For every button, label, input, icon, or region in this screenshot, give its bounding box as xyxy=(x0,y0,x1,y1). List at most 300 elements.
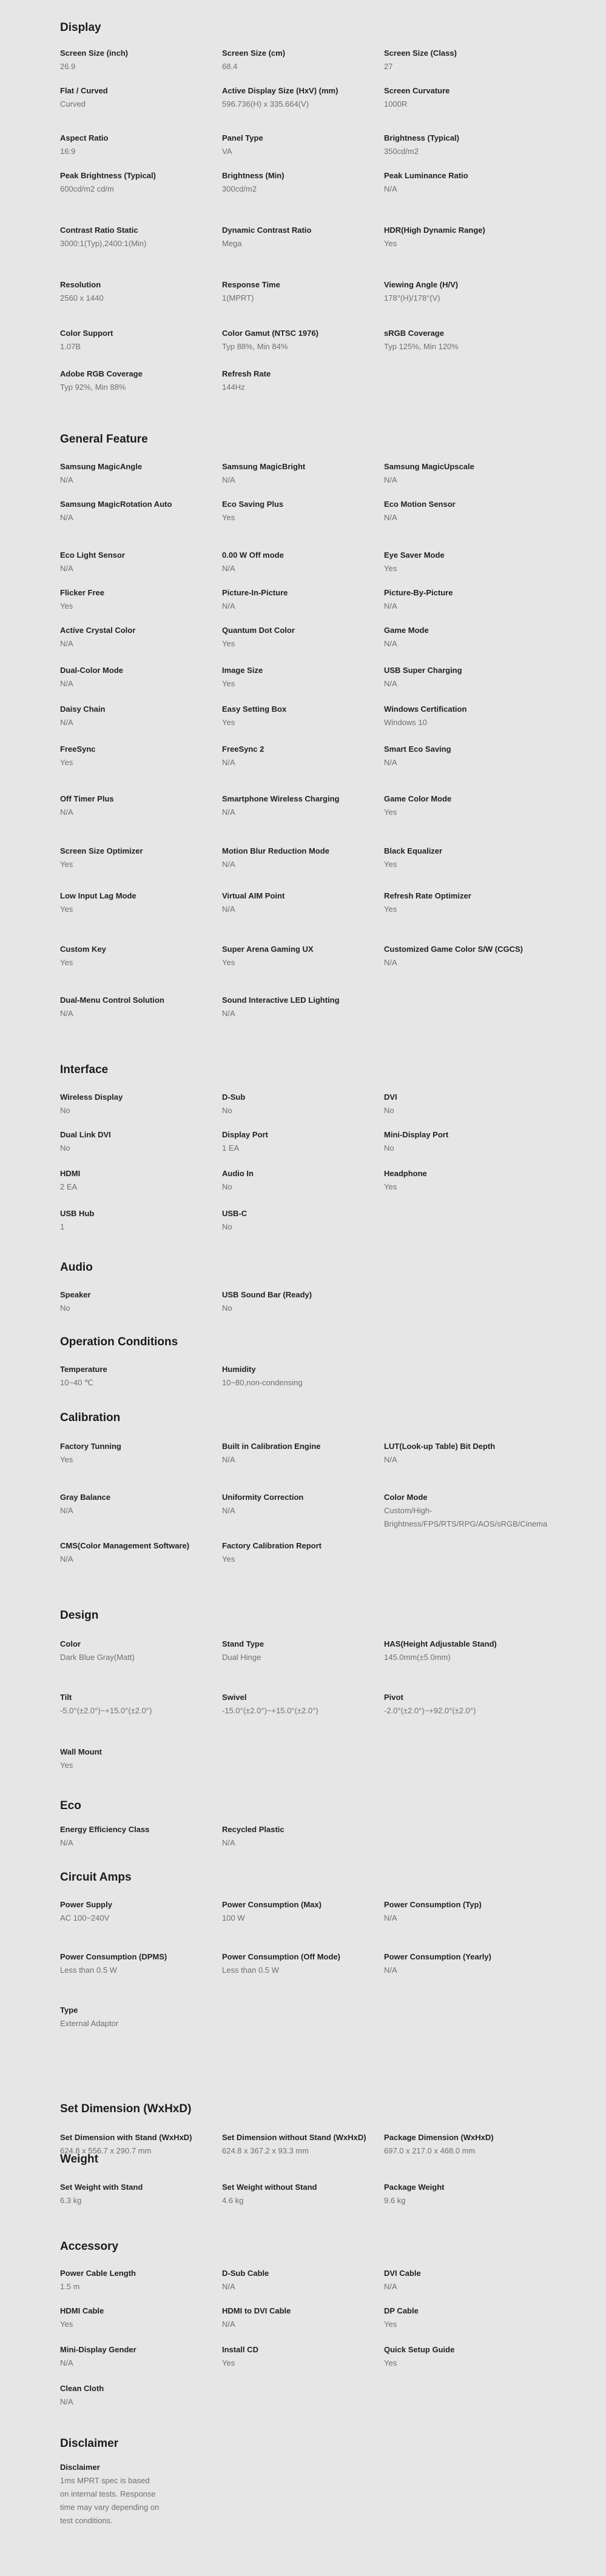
spec-item xyxy=(60,624,206,651)
spec-item xyxy=(384,743,530,769)
spec-item xyxy=(222,994,368,1020)
spec-label: Screen Size Optimizer xyxy=(60,846,143,855)
spec-item xyxy=(60,1638,206,1664)
spec-label: Power Supply xyxy=(60,1900,112,1909)
spec-item xyxy=(60,367,206,394)
spec-value: 300cd/m2 xyxy=(222,184,257,193)
spec-item xyxy=(222,1898,368,1925)
spec-label: Screen Size (Class) xyxy=(384,49,457,58)
spec-value: No xyxy=(60,1143,70,1153)
spec-label: USB Sound Bar (Ready) xyxy=(222,1290,312,1299)
spec-item xyxy=(384,1091,530,1117)
spec-value: -2.0°(±2.0°)~+92.0°(±2.0°) xyxy=(384,1706,476,1715)
spec-item xyxy=(384,132,530,158)
spec-label: Customized Game Color S/W (CGCS) xyxy=(384,945,523,954)
spec-item xyxy=(222,549,368,575)
spec-item xyxy=(384,549,530,575)
spec-label: Energy Efficiency Class xyxy=(60,1825,150,1834)
spec-value: N/A xyxy=(222,758,235,767)
spec-value: 10~80,non-condensing xyxy=(222,1378,303,1387)
spec-value: Yes xyxy=(60,1455,73,1464)
spec-value: Yes xyxy=(384,1182,397,1191)
spec-item xyxy=(222,1091,368,1117)
spec-item xyxy=(384,1128,530,1155)
spec-value: N/A xyxy=(384,1965,397,1975)
spec-item xyxy=(60,224,206,250)
spec-label: Picture-In-Picture xyxy=(222,588,288,597)
spec-value: N/A xyxy=(222,808,235,817)
spec-item xyxy=(222,1128,368,1155)
spec-label: HDMI Cable xyxy=(60,2306,104,2315)
spec-value: N/A xyxy=(60,639,73,648)
spec-label: Sound Interactive LED Lighting xyxy=(222,995,340,1005)
spec-label: Install CD xyxy=(222,2345,258,2354)
spec-item xyxy=(384,1950,530,1977)
spec-value: Yes xyxy=(384,564,397,573)
spec-label: Dual-Color Mode xyxy=(60,666,123,675)
spec-label: Power Consumption (DPMS) xyxy=(60,1952,167,1961)
spec-item xyxy=(222,1823,368,1850)
spec-label: DP Cable xyxy=(384,2306,419,2315)
spec-item xyxy=(60,84,206,111)
spec-item xyxy=(222,132,368,158)
spec-value: N/A xyxy=(222,1455,235,1464)
spec-item xyxy=(384,2267,530,2293)
spec-value: Custom/High-Brightness/FPS/RTS/RPG/AOS/sRGB/Cinema xyxy=(384,1506,548,1528)
spec-value: N/A xyxy=(384,639,397,648)
spec-value: N/A xyxy=(60,475,73,484)
spec-label: Power Consumption (Typ) xyxy=(384,1900,482,1909)
spec-value: N/A xyxy=(60,1009,73,1018)
spec-label: Power Consumption (Max) xyxy=(222,1900,322,1909)
spec-item xyxy=(60,2304,206,2331)
spec-label: Set Dimension without Stand (WxHxD) xyxy=(222,2133,366,2142)
spec-item xyxy=(60,943,206,969)
spec-label: FreeSync xyxy=(60,744,96,754)
spec-value: Yes xyxy=(222,958,235,967)
spec-item xyxy=(60,460,206,487)
spec-item xyxy=(222,2304,368,2331)
spec-value: 350cd/m2 xyxy=(384,147,419,156)
section-title: Operation Conditions xyxy=(60,1336,178,1348)
spec-item xyxy=(384,1440,530,1467)
spec-label: Super Arena Gaming UX xyxy=(222,945,314,954)
spec-value: Yes xyxy=(222,718,235,727)
spec-item xyxy=(222,2267,368,2293)
spec-value: No xyxy=(222,1182,232,1191)
spec-item xyxy=(60,703,206,729)
spec-label: Game Mode xyxy=(384,626,429,635)
spec-value: No xyxy=(60,1106,70,1115)
spec-item xyxy=(60,1745,206,1772)
spec-item xyxy=(384,624,530,651)
spec-label: Windows Certification xyxy=(384,704,467,714)
spec-item xyxy=(60,1491,206,1517)
spec-item xyxy=(60,327,206,353)
spec-label: LUT(Look-up Table) Bit Depth xyxy=(384,1442,496,1451)
spec-item xyxy=(60,549,206,575)
spec-item xyxy=(60,498,206,524)
spec-label: D-Sub Cable xyxy=(222,2269,269,2278)
spec-value: N/A xyxy=(384,2282,397,2291)
spec-value: Yes xyxy=(384,860,397,869)
spec-label: Black Equalizer xyxy=(384,846,443,855)
spec-item xyxy=(60,664,206,691)
spec-item xyxy=(222,1638,368,1664)
spec-label: Headphone xyxy=(384,1169,427,1178)
section-title: Circuit Amps xyxy=(60,1871,132,1884)
spec-value: 9.6 kg xyxy=(384,2196,406,2205)
spec-label: Brightness (Typical) xyxy=(384,133,460,142)
spec-label: Contrast Ratio Static xyxy=(60,226,138,235)
spec-value: Yes xyxy=(60,860,73,869)
spec-value: N/A xyxy=(384,601,397,611)
spec-value: Typ 125%, Min 120% xyxy=(384,342,459,351)
spec-label: Smart Eco Saving xyxy=(384,744,451,754)
spec-item xyxy=(384,169,530,196)
spec-label: Factory Tunning xyxy=(60,1442,121,1451)
spec-label: sRGB Coverage xyxy=(384,329,444,338)
spec-label: Daisy Chain xyxy=(60,704,106,714)
section-title: Accessory xyxy=(60,2240,119,2253)
spec-label: Response Time xyxy=(222,280,280,289)
spec-label: Off Timer Plus xyxy=(60,794,114,803)
spec-item xyxy=(222,664,368,691)
spec-item xyxy=(60,278,206,305)
spec-label: Peak Luminance Ratio xyxy=(384,171,468,180)
spec-item xyxy=(60,1823,206,1850)
spec-value: Less than 0.5 W xyxy=(60,1965,117,1975)
spec-label: Built in Calibration Engine xyxy=(222,1442,321,1451)
spec-label: D-Sub xyxy=(222,1092,246,1102)
spec-item xyxy=(384,224,530,250)
spec-value: 10~40 ℃ xyxy=(60,1378,93,1387)
spec-item xyxy=(60,1288,206,1315)
spec-item xyxy=(60,1440,206,1467)
spec-item xyxy=(60,1691,206,1718)
spec-item xyxy=(222,845,368,871)
spec-item xyxy=(60,1128,206,1155)
spec-label: Quantum Dot Color xyxy=(222,626,295,635)
spec-item xyxy=(222,1167,368,1194)
spec-label: Easy Setting Box xyxy=(222,704,287,714)
spec-label: Set Weight without Stand xyxy=(222,2183,317,2192)
spec-label: Factory Calibration Report xyxy=(222,1541,322,1550)
spec-value: N/A xyxy=(222,1838,235,1847)
spec-item xyxy=(60,586,206,613)
spec-value: 1.07B xyxy=(60,342,81,351)
spec-label: Eco Motion Sensor xyxy=(384,500,456,509)
spec-label: Color xyxy=(60,1639,81,1648)
spec-value: 2560 x 1440 xyxy=(60,293,104,303)
spec-value: Windows 10 xyxy=(384,718,427,727)
spec-value: N/A xyxy=(384,184,397,193)
spec-value: Yes xyxy=(384,808,397,817)
spec-label: Screen Curvature xyxy=(384,86,450,95)
spec-value: N/A xyxy=(60,679,73,688)
spec-value: No xyxy=(222,1222,232,1231)
spec-value: N/A xyxy=(384,1913,397,1922)
spec-item xyxy=(222,1691,368,1718)
section-title: Disclaimer xyxy=(60,2437,119,2450)
spec-item xyxy=(222,743,368,769)
spec-label: Dual-Menu Control Solution xyxy=(60,995,164,1005)
spec-item xyxy=(222,1288,368,1315)
spec-item xyxy=(222,889,368,916)
spec-label: Brightness (Min) xyxy=(222,171,284,180)
spec-value: Dual Hinge xyxy=(222,1653,261,1662)
spec-label: Eco Saving Plus xyxy=(222,500,284,509)
spec-label: Recycled Plastic xyxy=(222,1825,284,1834)
spec-item xyxy=(384,1691,530,1718)
spec-value: 1ms MPRT spec is based on internal tests. Response time may vary depending on test conditions. xyxy=(60,2476,160,2525)
spec-value: -5.0°(±2.0°)~+15.0°(±2.0°) xyxy=(60,1706,152,1715)
spec-item xyxy=(384,2304,530,2331)
spec-label: USB-C xyxy=(222,1209,247,1218)
spec-label: CMS(Color Management Software) xyxy=(60,1541,190,1550)
spec-item xyxy=(222,460,368,487)
spec-value: Typ 92%, Min 88% xyxy=(60,383,126,392)
spec-label: Resolution xyxy=(60,280,101,289)
spec-value: N/A xyxy=(222,2282,235,2291)
spec-label: Color Mode xyxy=(384,1493,428,1502)
spec-label: Pivot xyxy=(384,1693,403,1702)
spec-value: N/A xyxy=(384,513,397,522)
spec-label: Flicker Free xyxy=(60,588,104,597)
spec-label: Display Port xyxy=(222,1130,268,1139)
spec-item xyxy=(222,624,368,651)
spec-label: Aspect Ratio xyxy=(60,133,109,142)
spec-item xyxy=(60,2181,206,2207)
spec-item xyxy=(60,743,206,769)
spec-value: N/A xyxy=(222,1009,235,1018)
spec-item xyxy=(222,498,368,524)
spec-label: Motion Blur Reduction Mode xyxy=(222,846,329,855)
spec-value: 697.0 x 217.0 x 468.0 mm xyxy=(384,2146,476,2155)
spec-label: Adobe RGB Coverage xyxy=(60,369,143,378)
spec-item xyxy=(60,1898,206,1925)
spec-item xyxy=(60,2004,206,2030)
spec-item xyxy=(222,1539,368,1566)
spec-value: 144Hz xyxy=(222,383,245,392)
spec-item xyxy=(222,278,368,305)
spec-label: USB Hub xyxy=(60,1209,95,1218)
spec-value: Yes xyxy=(384,239,397,248)
spec-item xyxy=(384,278,530,305)
section-title: Display xyxy=(60,21,101,34)
spec-value: 1000R xyxy=(384,99,408,109)
section-title: Design xyxy=(60,1609,99,1622)
spec-label: Disclaimer xyxy=(60,2463,100,2472)
spec-value: 145.0mm(±5.0mm) xyxy=(384,1653,451,1662)
spec-value: Yes xyxy=(60,758,73,767)
spec-label: Flat / Curved xyxy=(60,86,108,95)
spec-value: Yes xyxy=(60,601,73,611)
spec-value: Yes xyxy=(222,679,235,688)
spec-value: Yes xyxy=(384,2320,397,2329)
spec-item xyxy=(384,703,530,729)
spec-item xyxy=(60,1539,206,1566)
spec-value: 600cd/m2 cd/m xyxy=(60,184,114,193)
spec-label: Screen Size (cm) xyxy=(222,49,286,58)
spec-value: N/A xyxy=(60,1506,73,1515)
spec-value: AC 100~240V xyxy=(60,1913,110,1922)
section-title: Audio xyxy=(60,1261,93,1274)
spec-value: No xyxy=(222,1303,232,1313)
spec-item xyxy=(384,2343,530,2370)
spec-label: Color Support xyxy=(60,329,113,338)
spec-value: 1 xyxy=(60,1222,65,1231)
spec-item xyxy=(60,845,206,871)
spec-label: Samsung MagicRotation Auto xyxy=(60,500,172,509)
spec-value: 1(MPRT) xyxy=(222,293,254,303)
spec-value: N/A xyxy=(60,718,73,727)
spec-item xyxy=(384,1167,530,1194)
spec-value: N/A xyxy=(384,758,397,767)
spec-value: Yes xyxy=(222,513,235,522)
spec-label: Package Dimension (WxHxD) xyxy=(384,2133,494,2142)
spec-label: Virtual AIM Point xyxy=(222,891,285,900)
spec-item xyxy=(60,2382,206,2409)
spec-value: 4.6 kg xyxy=(222,2196,244,2205)
spec-label: Smartphone Wireless Charging xyxy=(222,794,340,803)
spec-label: Package Weight xyxy=(384,2183,445,2192)
spec-value: 2 EA xyxy=(60,1182,78,1191)
section-title: Weight xyxy=(60,2153,98,2166)
spec-value: Yes xyxy=(60,1761,73,1770)
spec-value: N/A xyxy=(222,601,235,611)
spec-item xyxy=(60,2343,206,2370)
spec-value: N/A xyxy=(60,1554,73,1564)
spec-value: VA xyxy=(222,147,232,156)
spec-item xyxy=(222,586,368,613)
spec-item xyxy=(384,327,530,353)
spec-item xyxy=(384,84,530,111)
spec-item xyxy=(222,792,368,819)
spec-label: Clean Cloth xyxy=(60,2384,104,2393)
spec-value: No xyxy=(60,1303,70,1313)
spec-item xyxy=(60,2461,160,2527)
spec-label: Refresh Rate xyxy=(222,369,271,378)
spec-label: Set Dimension with Stand (WxHxD) xyxy=(60,2133,192,2142)
spec-label: Active Display Size (HxV) (mm) xyxy=(222,86,338,95)
spec-value: N/A xyxy=(222,905,235,914)
spec-value: N/A xyxy=(60,1838,73,1847)
spec-label: Color Gamut (NTSC 1976) xyxy=(222,329,318,338)
spec-item xyxy=(222,224,368,250)
spec-item xyxy=(222,2343,368,2370)
spec-item xyxy=(384,664,530,691)
spec-item xyxy=(222,1207,368,1234)
spec-value: Yes xyxy=(60,905,73,914)
spec-value: Dark Blue Gray(Matt) xyxy=(60,1653,135,1662)
spec-value: Yes xyxy=(384,905,397,914)
spec-value: Yes xyxy=(60,2320,73,2329)
spec-value: 3000:1(Typ),2400:1(Min) xyxy=(60,239,147,248)
spec-label: Eye Saver Mode xyxy=(384,550,445,560)
spec-label: Game Color Mode xyxy=(384,794,452,803)
spec-label: Image Size xyxy=(222,666,263,675)
spec-value: Curved xyxy=(60,99,86,109)
spec-label: Tilt xyxy=(60,1693,72,1702)
spec-value: N/A xyxy=(60,2397,73,2406)
spec-item xyxy=(384,2181,530,2207)
spec-label: Refresh Rate Optimizer xyxy=(384,891,471,900)
spec-value: No xyxy=(384,1106,394,1115)
spec-value: 16:9 xyxy=(60,147,76,156)
spec-value: 6.3 kg xyxy=(60,2196,82,2205)
spec-value: 1 EA xyxy=(222,1143,240,1153)
spec-value: Yes xyxy=(222,639,235,648)
spec-label: Quick Setup Guide xyxy=(384,2345,455,2354)
spec-value: N/A xyxy=(60,564,73,573)
spec-value: 100 W xyxy=(222,1913,245,1922)
spec-label: HDMI to DVI Cable xyxy=(222,2306,291,2315)
spec-item xyxy=(384,845,530,871)
spec-value: 1.5 m xyxy=(60,2282,80,2291)
spec-value: N/A xyxy=(222,564,235,573)
spec-item xyxy=(222,1363,368,1390)
spec-item xyxy=(222,703,368,729)
spec-item xyxy=(384,943,530,969)
spec-label: Active Crystal Color xyxy=(60,626,136,635)
spec-item xyxy=(384,586,530,613)
spec-item xyxy=(60,2267,206,2293)
spec-value: Yes xyxy=(222,2358,235,2367)
spec-value: N/A xyxy=(222,475,235,484)
spec-value: N/A xyxy=(60,2358,73,2367)
spec-value: 624.8 x 556.7 x 290.7 mm xyxy=(60,2146,152,2155)
spec-item xyxy=(60,889,206,916)
spec-label: DVI xyxy=(384,1092,397,1102)
spec-item xyxy=(384,1491,548,1531)
spec-label: Panel Type xyxy=(222,133,263,142)
section-title: Eco xyxy=(60,1799,81,1812)
spec-item xyxy=(222,327,368,353)
spec-label: HAS(Height Adjustable Stand) xyxy=(384,1639,497,1648)
spec-value: N/A xyxy=(60,513,73,522)
spec-label: Samsung MagicBright xyxy=(222,462,306,471)
spec-value: No xyxy=(384,1143,394,1153)
spec-item xyxy=(60,1363,206,1390)
spec-value: Yes xyxy=(222,1554,235,1564)
spec-label: Dynamic Contrast Ratio xyxy=(222,226,312,235)
spec-value: Mega xyxy=(222,239,242,248)
spec-label: DVI Cable xyxy=(384,2269,421,2278)
spec-value: N/A xyxy=(384,1455,397,1464)
spec-value: N/A xyxy=(384,958,397,967)
spec-value: Less than 0.5 W xyxy=(222,1965,279,1975)
spec-label: Temperature xyxy=(60,1365,107,1374)
spec-label: Mini-Display Port xyxy=(384,1130,449,1139)
spec-value: Yes xyxy=(60,958,73,967)
spec-item xyxy=(222,1950,368,1977)
spec-item xyxy=(60,47,206,73)
spec-value: 68.4 xyxy=(222,62,238,71)
spec-label: Uniformity Correction xyxy=(222,1493,304,1502)
spec-item xyxy=(384,460,530,487)
spec-item xyxy=(60,1207,206,1234)
spec-value: External Adaptor xyxy=(60,2019,119,2028)
spec-label: Mini-Display Gender xyxy=(60,2345,136,2354)
spec-label: Viewing Angle (H/V) xyxy=(384,280,459,289)
spec-label: Power Consumption (Off Mode) xyxy=(222,1952,340,1961)
spec-item xyxy=(60,1950,206,1977)
spec-value: 624.8 x 367.2 x 93.3 mm xyxy=(222,2146,309,2155)
spec-item xyxy=(384,498,530,524)
spec-value: N/A xyxy=(384,475,397,484)
spec-label: Type xyxy=(60,2006,78,2015)
